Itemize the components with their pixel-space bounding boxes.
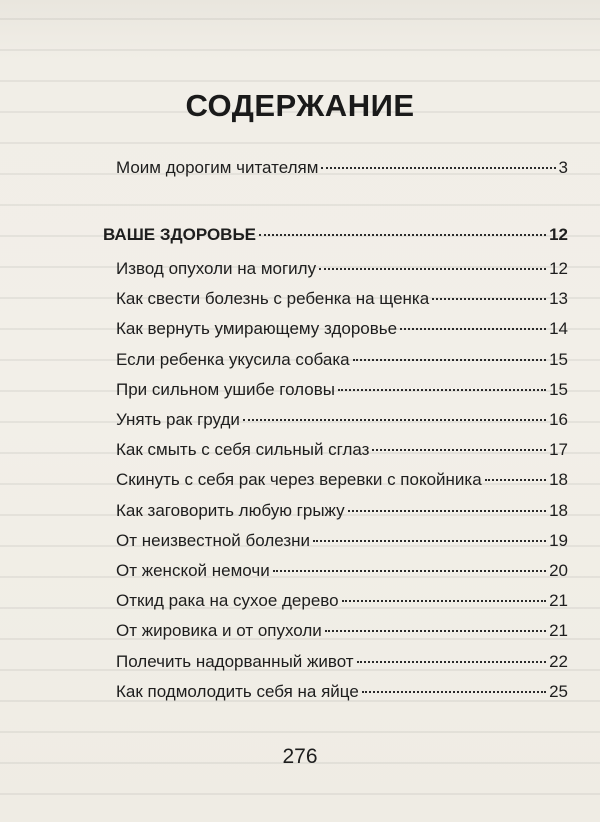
toc-entry-label: Скинуть с себя рак через веревки с покойника <box>116 470 482 489</box>
dot-leader <box>357 661 546 663</box>
toc-entry-label: Полечить надорванный живот <box>116 652 354 671</box>
toc-entry-row <box>116 620 568 642</box>
toc-entry-row <box>116 288 568 310</box>
dot-leader <box>353 359 546 361</box>
toc-entry-row <box>116 560 568 582</box>
dot-leader <box>243 419 546 421</box>
toc-entry-row <box>116 530 568 552</box>
toc-entry-page: 3 <box>558 158 568 177</box>
toc-entry-page: 18 <box>549 501 568 520</box>
page-number: 276 <box>282 745 318 768</box>
toc-entry-row <box>116 500 568 522</box>
toc-entry-row <box>116 590 568 612</box>
dot-leader <box>400 328 546 330</box>
toc-entry-page: 14 <box>549 319 568 338</box>
toc-entry-row <box>116 409 568 431</box>
toc-entry-page: 16 <box>549 410 568 429</box>
toc-entry-row <box>116 469 568 491</box>
toc-entry-label: Извод опухоли на могилу <box>116 259 317 278</box>
dot-leader <box>319 268 546 270</box>
toc-entry-label: Если ребенка укусила собака <box>116 350 350 369</box>
toc-entry-row <box>116 379 568 401</box>
dot-leader <box>342 600 547 602</box>
dot-leader <box>485 479 546 481</box>
toc-entry-row <box>116 318 568 340</box>
toc-section-row <box>103 224 568 246</box>
toc-entry-label: Как свести болезнь с ребенка на щенка <box>116 289 430 308</box>
toc-section-page: 12 <box>549 225 568 244</box>
dot-leader <box>362 691 546 693</box>
toc-entry-label: Моим дорогим читателям <box>116 158 319 177</box>
toc-entry-label: От женской немочи <box>116 561 270 580</box>
toc-entry-page: 20 <box>549 561 568 580</box>
toc-entry-label: Откид рака на сухое дерево <box>116 591 339 610</box>
dot-leader <box>273 570 546 572</box>
toc-section-label: ВАШЕ ЗДОРОВЬЕ <box>103 225 257 244</box>
toc-entry-page: 22 <box>549 652 568 671</box>
toc-entry-label: Унять рак груди <box>116 410 240 429</box>
toc-entry-page: 17 <box>549 440 568 459</box>
toc-entry-row <box>116 258 568 280</box>
toc-entry-page: 21 <box>549 591 568 610</box>
toc-entry-label: От жировика и от опухоли <box>116 621 322 640</box>
toc-entry-label: При сильном ушибе головы <box>116 380 335 399</box>
dot-leader <box>348 510 546 512</box>
toc-entry-row <box>116 651 568 673</box>
toc-entry-row <box>116 439 568 461</box>
toc-entry-row <box>116 681 568 703</box>
toc-entry-page: 18 <box>549 470 568 489</box>
dot-leader <box>338 389 546 391</box>
dot-leader <box>372 449 546 451</box>
toc-entry-row <box>116 349 568 371</box>
toc-entry-label: Как смыть с себя сильный сглаз <box>116 440 370 459</box>
toc-intro-row <box>116 157 568 179</box>
dot-leader <box>313 540 546 542</box>
toc-entry-page: 15 <box>549 350 568 369</box>
toc-entry-page: 13 <box>549 289 568 308</box>
toc-entry-label: От неизвестной болезни <box>116 531 311 550</box>
dot-leader <box>259 234 546 236</box>
toc-entry-page: 19 <box>549 531 568 550</box>
page-title: СОДЕРЖАНИЕ <box>185 88 415 123</box>
dot-leader <box>321 167 555 169</box>
toc-entry-label: Как вернуть умирающему здоровье <box>116 319 398 338</box>
dot-leader <box>432 298 546 300</box>
dot-leader <box>325 630 546 632</box>
toc-entry-page: 12 <box>549 259 568 278</box>
toc-entry-page: 21 <box>549 621 568 640</box>
toc-entry-label: Как заговорить любую грыжу <box>116 501 345 520</box>
toc-entry-label: Как подмолодить себя на яйце <box>116 682 359 701</box>
toc-entry-page: 25 <box>549 682 568 701</box>
toc-entry-page: 15 <box>549 380 568 399</box>
